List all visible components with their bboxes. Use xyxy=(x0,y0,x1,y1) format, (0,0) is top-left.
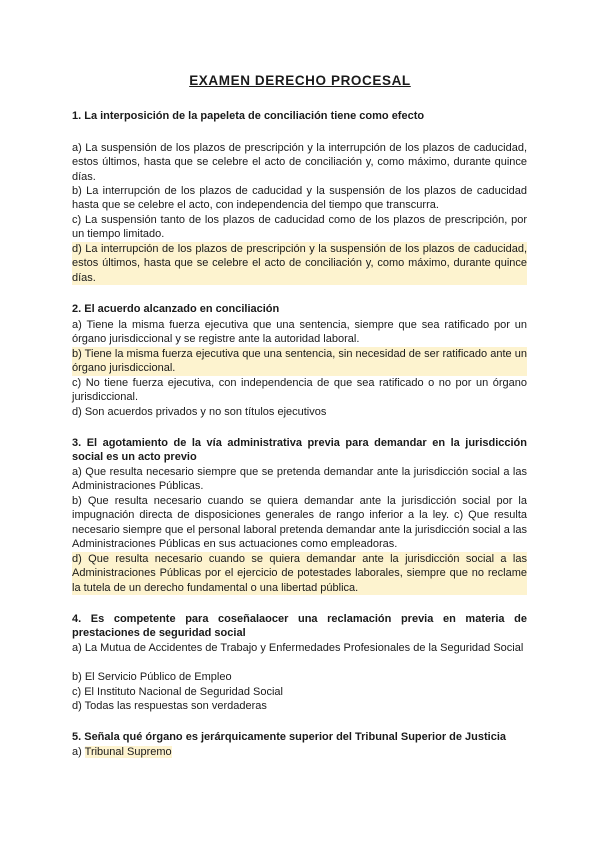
question-2-option-b-correct: b) Tiene la misma fuerza ejecutiva que una sentencia, sin necesidad de ser ratificado ante un órgano jurisdiccional. xyxy=(72,348,527,375)
question-1-option-a: a) La suspensión de los plazos de prescripción y la interrupción de los plazos de caducidad, estos últimos, hasta que se celebre el acto de conciliación y, como máximo, durante quince días. xyxy=(72,142,527,183)
question-3-option-a: a) Que resulta necesario siempre que se pretenda demandar ante la jurisdicción social a las Administraciones Públicas. xyxy=(72,466,527,493)
question-1-option-c: c) La suspensión tanto de los plazos de caducidad como de los plazos de prescripción, por un tiempo limitado. xyxy=(72,214,527,241)
question-4-option-a: a) La Mutua de Accidentes de Trabajo y Enfermedades Profesionales de la Seguridad Social xyxy=(72,642,524,654)
question-4-option-b: b) El Servicio Público de Empleo xyxy=(72,671,232,683)
question-4: 4. Es competente para coseñalaocer una reclamación previa en materia de prestaciones de seguridad social xyxy=(72,613,527,639)
question-5-option-a xyxy=(72,745,527,759)
question-1: 1. La interposición de la papeleta de conciliación tiene como efecto xyxy=(72,110,425,122)
question-1-option-d-correct: d) La interrupción de los plazos de prescripción y la suspensión de los plazos de caducidad, estos últimos, hasta que se celebre el acto de conciliación y, como máximo, durante quince días. xyxy=(72,243,527,284)
question-1-option-b: b) La interrupción de los plazos de caducidad y la suspensión de los plazos de caducidad hasta que se celebre el acto, con independencia del tiempo que transcurra. xyxy=(72,185,527,212)
question-3: 3. El agotamiento de la vía administrativa previa para demandar en la jurisdicción social es un acto previo xyxy=(72,437,527,463)
question-2-option-d: d) Son acuerdos privados y no son títulos ejecutivos xyxy=(72,406,327,418)
question-5-option-a-correct: Tribunal Supremo xyxy=(84,746,172,758)
question-2-option-c: c) No tiene fuerza ejecutiva, con independencia de que sea ratificado o no por un órgano jurisdiccional. xyxy=(72,377,527,404)
question-5: 5. Señala qué órgano es jerárquicamente superior del Tribunal Superior de Justicia xyxy=(72,731,507,743)
question-3-option-d-correct: d) Que resulta necesario cuando se quiera demandar ante la jurisdicción social a las Administraciones Públicas por el ejercicio de potestades laborales, siempre que no reclame la tutela de un derecho fundamental o una libertad pública. xyxy=(72,553,527,594)
question-2: 2. El acuerdo alcanzado en conciliación xyxy=(72,303,280,315)
document-title: EXAMEN DERECHO PROCESAL xyxy=(189,73,411,88)
question-3-option-b-c: b) Que resulta necesario cuando se quiera demandar ante la jurisdicción social por la impugnación directa de disposiciones generales de rango inferior a la ley. c) Que resulta necesario siempre que el personal laboral pretenda demandar ante la jurisdicción social a las Administraciones Públicas en sus actuaciones como empleadoras. xyxy=(72,495,527,551)
question-5-option-a-prefix: a) xyxy=(72,746,85,758)
question-4-option-c: c) El Instituto Nacional de Seguridad Social xyxy=(72,686,283,698)
question-4-option-d: d) Todas las respuestas son verdaderas xyxy=(72,700,267,712)
question-2-option-a: a) Tiene la misma fuerza ejecutiva que una sentencia, siempre que sea ratificado por un órgano jurisdiccional y se registre ante la autoridad laboral. xyxy=(72,319,527,346)
